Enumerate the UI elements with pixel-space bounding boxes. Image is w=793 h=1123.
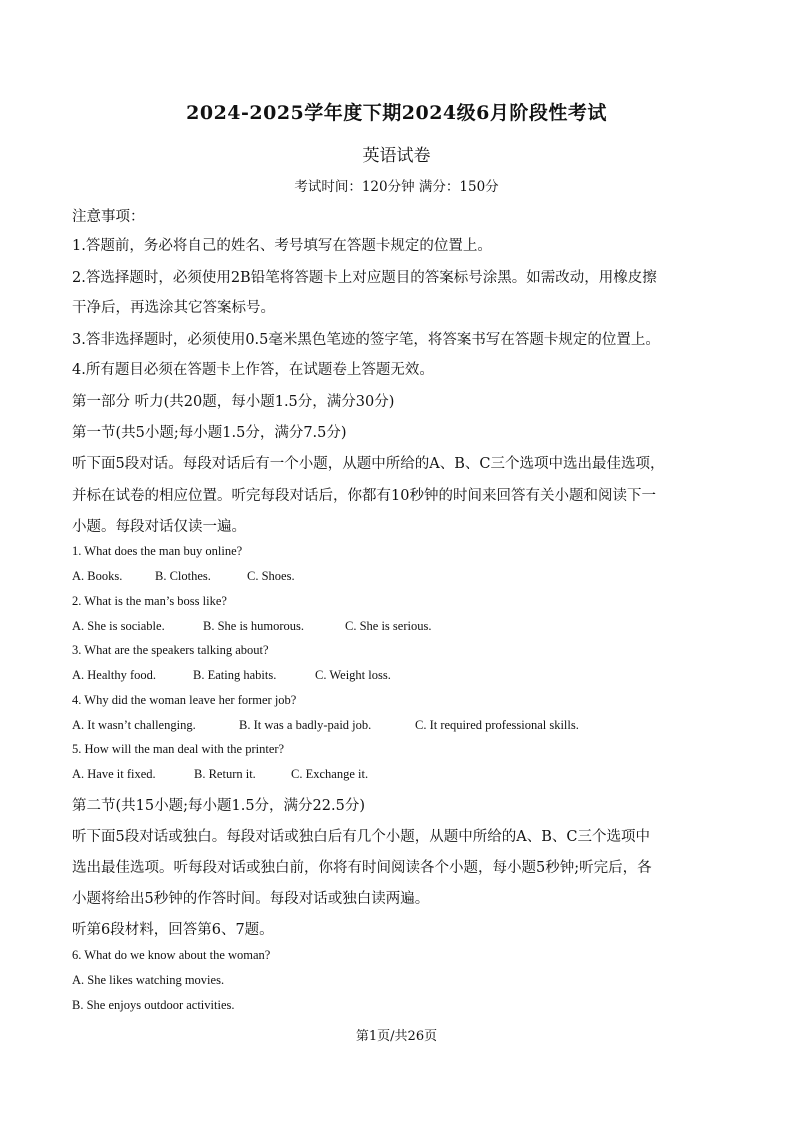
- q5-option-a: A. Have it fixed.: [72, 767, 156, 781]
- section2-instruction-3: 小题将给出5秒钟的作答时间。每段对话或独白读两遍。: [72, 891, 430, 907]
- question-5-options: [72, 767, 732, 782]
- question-3-options: [72, 668, 732, 683]
- q3-option-c: C. Weight loss.: [315, 668, 391, 682]
- q4-option-a: A. It wasn’t challenging.: [72, 718, 196, 732]
- q3-option-b: B. Eating habits.: [193, 668, 277, 682]
- q1-option-b: B. Clothes.: [155, 569, 211, 583]
- notice-heading: 注意事项：: [72, 209, 145, 225]
- section2-instruction-2: 选出最佳选项。听每段对话或独白前，你将有时间阅读各个小题，每小题5秒钟;听完后，各: [72, 860, 652, 876]
- q2-option-c: C. She is serious.: [345, 619, 432, 633]
- question-1: 1. What does the man buy online?: [72, 544, 243, 558]
- notice-item-4: 4.所有题目必须在答题卡上作答，在试题卷上答题无效。: [72, 362, 434, 378]
- question-2: 2. What is the man’s boss like?: [72, 594, 227, 608]
- exam-title: 2024-2025学年度下期2024级6月阶段性考试: [186, 102, 607, 124]
- exam-time-info: 考试时间：120分钟 满分：150分: [294, 179, 499, 195]
- q1-option-c: C. Shoes.: [247, 569, 295, 583]
- q4-option-b: B. It was a badly-paid job.: [239, 718, 372, 732]
- q2-option-b: B. She is humorous.: [203, 619, 305, 633]
- notice-item-2: 2.答选择题时，必须使用2B铅笔将答题卡上对应题目的答案标号涂黑。如需改动，用橡皮擦: [72, 270, 657, 286]
- material-6-heading: 听第6段材料，回答第6、7题。: [72, 922, 274, 938]
- exam-subtitle: 英语试卷: [362, 146, 431, 166]
- section1-instruction-1: 听下面5段对话。每段对话后有一个小题，从题中所给的A、B、C三个选项中选出最佳选项，: [72, 456, 665, 472]
- section1-instruction-2: 并标在试卷的相应位置。听完每段对话后，你都有10秒钟的时间来回答有关小题和阅读下一: [72, 488, 656, 504]
- notice-item-2-cont: 干净后，再选涂其它答案标号。: [72, 300, 275, 316]
- question-1-options: [72, 569, 732, 584]
- question-3: 3. What are the speakers talking about?: [72, 643, 269, 657]
- page-number: 第1页/共26页: [355, 1029, 438, 1044]
- question-4: 4. Why did the woman leave her former job?: [72, 693, 297, 707]
- question-2-options: [72, 619, 732, 634]
- question-5: 5. How will the man deal with the printer?: [72, 742, 285, 756]
- notice-item-3: 3.答非选择题时，必须使用0.5毫米黑色笔迹的签字笔，将答案书写在答题卡规定的位置上。: [72, 332, 660, 348]
- q2-option-a: A. She is sociable.: [72, 619, 165, 633]
- notice-item-1: 1.答题前，务必将自己的姓名、考号填写在答题卡规定的位置上。: [72, 238, 492, 254]
- q3-option-a: A. Healthy food.: [72, 668, 157, 682]
- q6-option-b: B. She enjoys outdoor activities.: [72, 998, 235, 1012]
- q4-option-c: C. It required professional skills.: [415, 718, 579, 732]
- part1-heading: 第一部分 听力(共20题，每小题1.5分，满分30分): [72, 394, 395, 410]
- section2-heading: 第二节(共15小题;每小题1.5分，满分22.5分): [72, 798, 365, 814]
- q5-option-b: B. Return it.: [194, 767, 256, 781]
- q1-option-a: A. Books.: [72, 569, 123, 583]
- question-4-options: [72, 718, 732, 733]
- q5-option-c: C. Exchange it.: [291, 767, 369, 781]
- q6-option-a: A. She likes watching movies.: [72, 973, 225, 987]
- section1-instruction-3: 小题。每段对话仅读一遍。: [72, 519, 246, 535]
- question-6: 6. What do we know about the woman?: [72, 948, 271, 962]
- section1-heading: 第一节(共5小题;每小题1.5分，满分7.5分): [72, 425, 347, 441]
- section2-instruction-1: 听下面5段对话或独白。每段对话或独白后有几个小题，从题中所给的A、B、C三个选项中: [72, 829, 650, 845]
